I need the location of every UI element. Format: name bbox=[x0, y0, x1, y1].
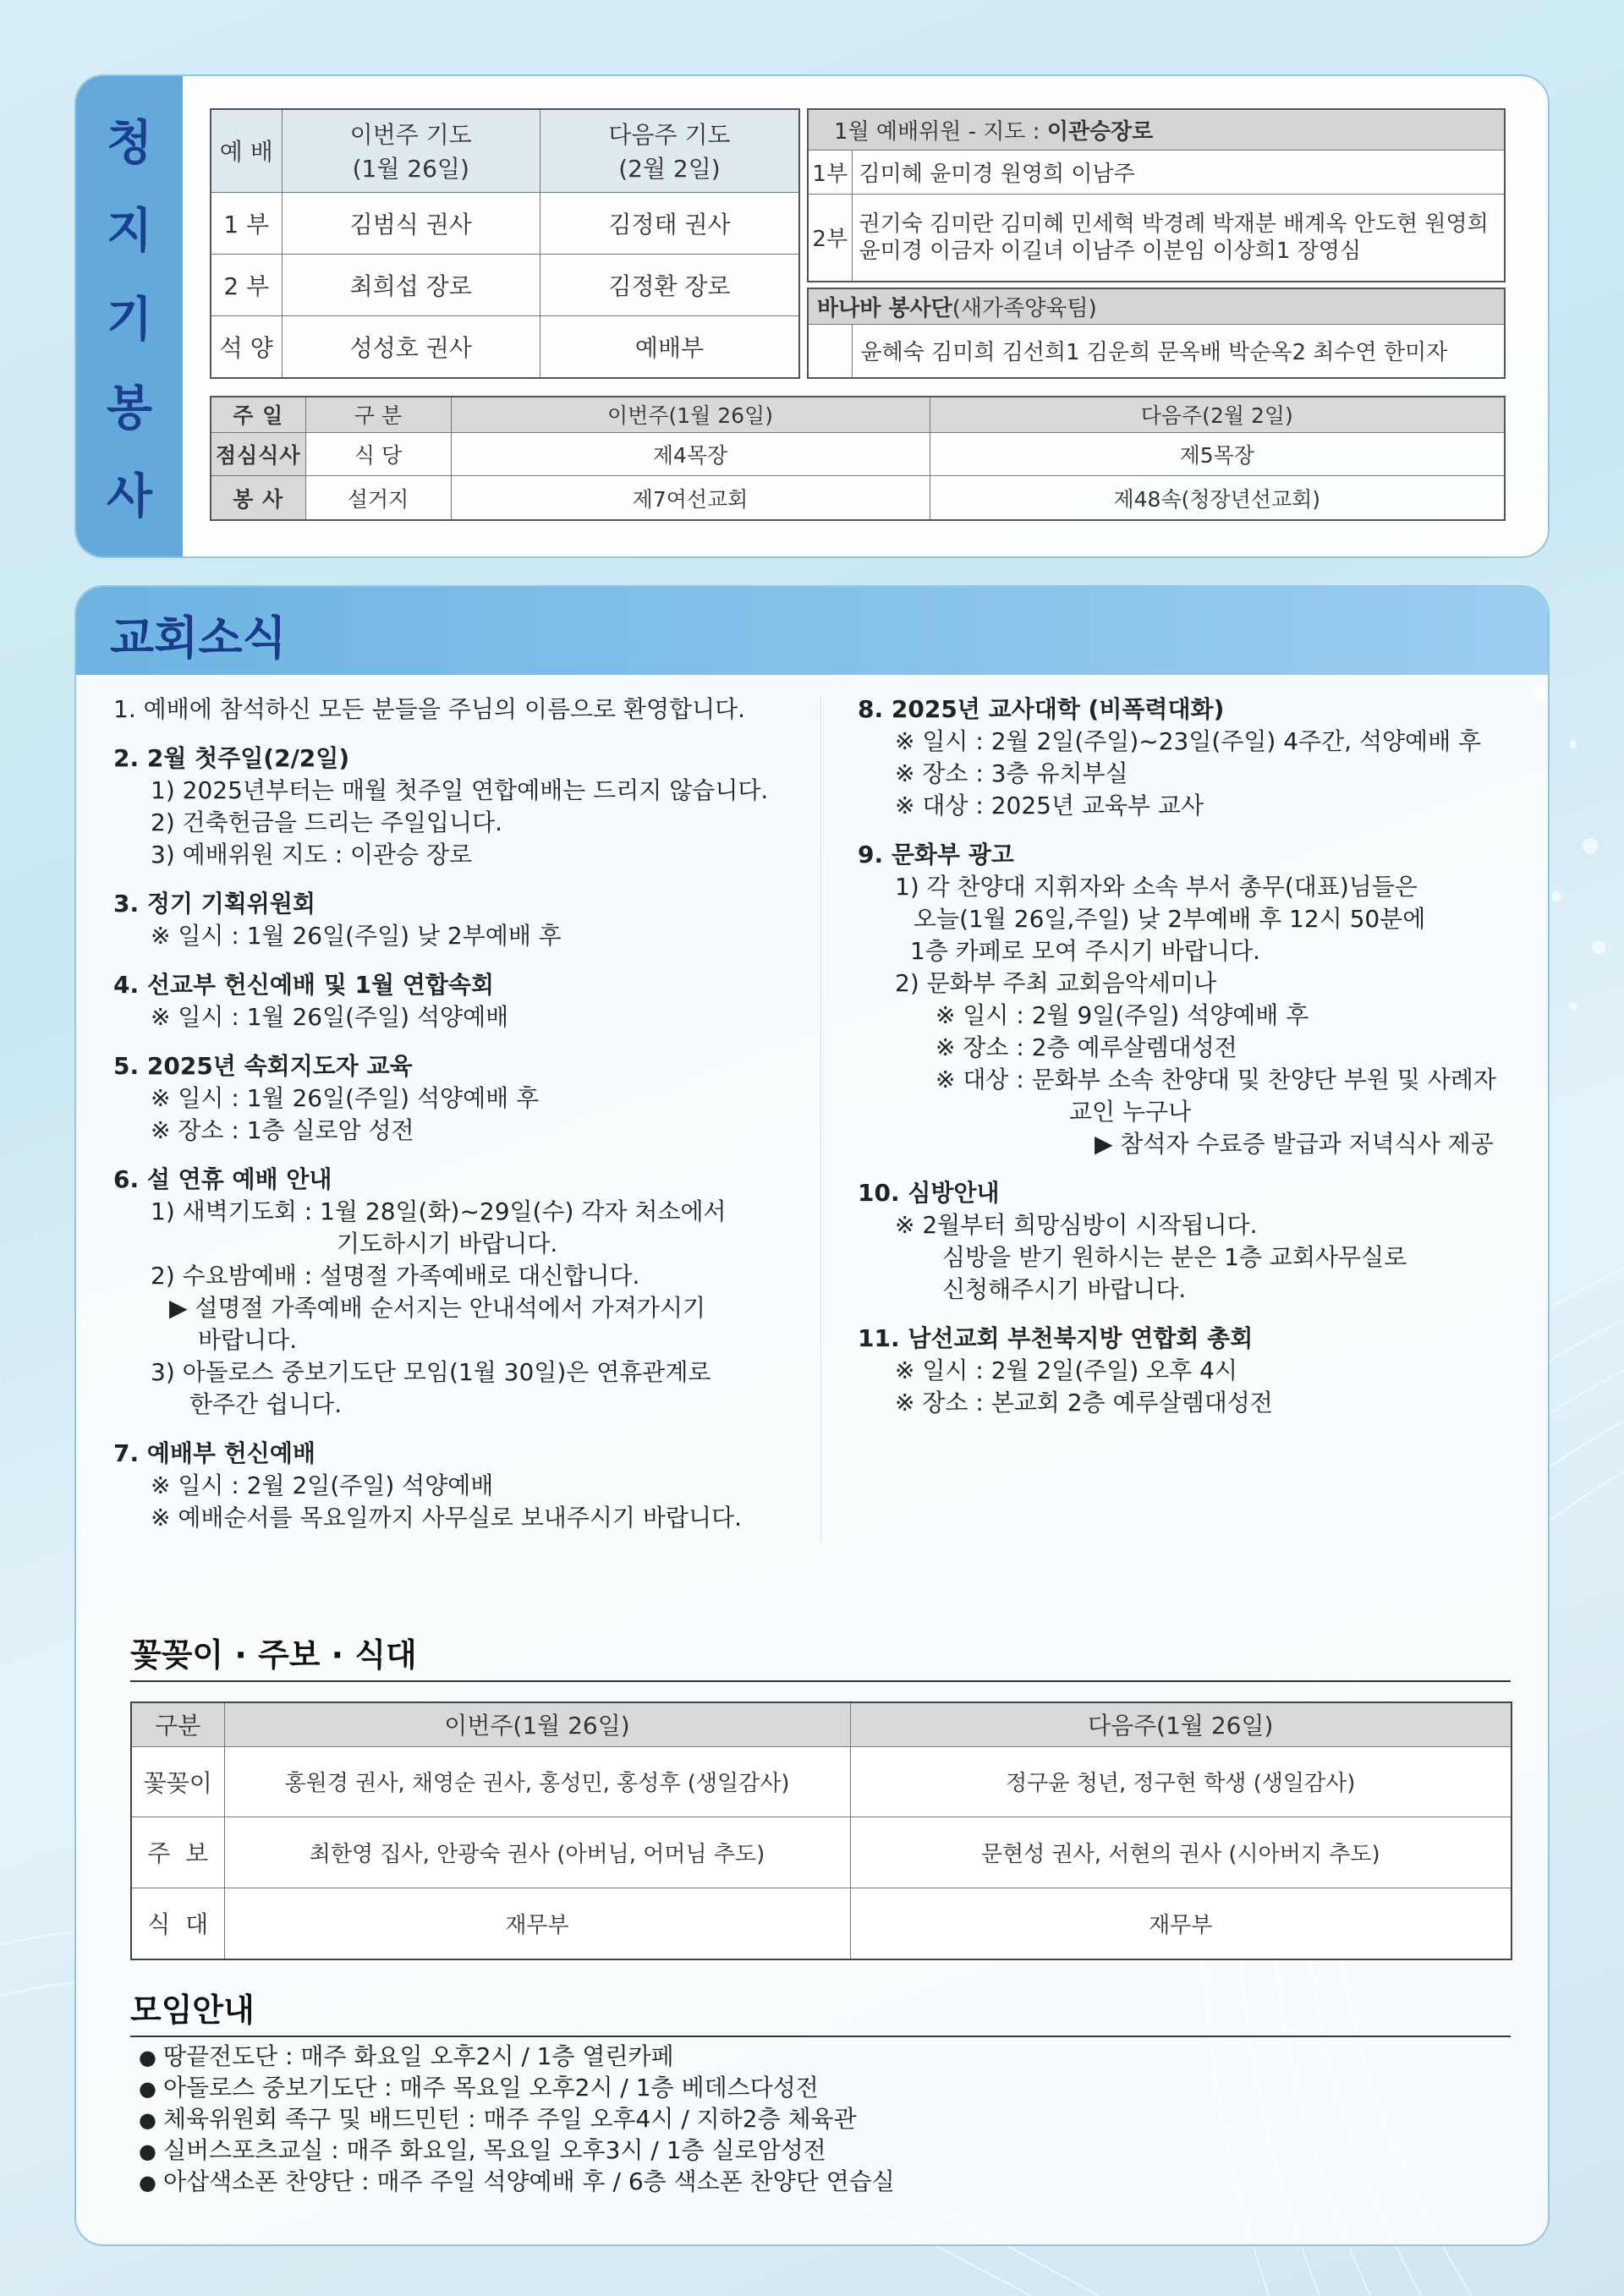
prayer-cell: 김정태 권사 bbox=[540, 192, 799, 254]
news-item-line: 바랍니다. bbox=[198, 1326, 298, 1354]
lunch-cell: 제7여선교회 bbox=[451, 476, 930, 520]
flower-header: 구분 bbox=[131, 1702, 224, 1746]
news-item-title: 4. 선교부 헌신예배 및 1월 연합속회 bbox=[113, 971, 494, 999]
news-item bbox=[113, 693, 824, 726]
flower-row-label: 주 보 bbox=[131, 1817, 224, 1888]
news-item-title: 8. 2025년 교사대학 (비폭력대화) bbox=[858, 695, 1225, 723]
news-item-line: 3) 아돌로스 중보기도단 모임(1월 30일)은 연휴관계로 bbox=[151, 1358, 711, 1386]
news-item bbox=[113, 888, 824, 952]
news-item-line: 교인 누구나 bbox=[1069, 1098, 1192, 1126]
news-item bbox=[113, 1164, 824, 1421]
flower-row-label: 식 대 bbox=[131, 1888, 224, 1959]
news-item-line: 3) 예배위원 지도 : 이관승 장로 bbox=[151, 841, 473, 869]
side-title-char: 기 bbox=[106, 292, 153, 348]
news-item bbox=[858, 1323, 1550, 1419]
news-item-line: 오늘(1월 26일,주일) 낮 2부예배 후 12시 50분에 bbox=[914, 905, 1426, 933]
news-item-line: 신청해주시기 바랍니다. bbox=[942, 1275, 1187, 1303]
worship-part-label: 2부 bbox=[808, 194, 852, 282]
lunch-header: 이번주(1월 26일) bbox=[451, 397, 930, 432]
news-item-line: ※ 일시 : 1월 26일(주일) 석양예배 bbox=[151, 1003, 509, 1031]
news-item bbox=[113, 1438, 824, 1534]
news-item-line: ※ 2월부터 희망심방이 시작됩니다. bbox=[895, 1211, 1258, 1239]
news-item-line: ※ 장소 : 1층 실로암 성전 bbox=[151, 1116, 414, 1144]
church-news-panel bbox=[74, 585, 1550, 2246]
flower-cell: 재무부 bbox=[850, 1888, 1512, 1959]
barnabas-label-empty bbox=[808, 324, 852, 378]
news-item-line: 1층 카페로 모여 주시기 바랍니다. bbox=[910, 937, 1260, 965]
prayer-table bbox=[210, 108, 800, 379]
side-title-bar bbox=[76, 76, 183, 556]
prayer-cell: 김정환 장로 bbox=[540, 254, 799, 315]
lunch-cell: 설거지 bbox=[305, 476, 451, 520]
worship-part-label: 1부 bbox=[808, 150, 852, 194]
news-item-line: 2) 건축헌금을 드리는 주일입니다. bbox=[151, 808, 502, 836]
flower-section-title: 꽃꽂이 · 주보 · 식대 bbox=[130, 1629, 1511, 1682]
prayer-cell: 석 양 bbox=[211, 315, 282, 378]
meeting-item: ● 실버스포츠교실 : 매주 화요일, 목요일 오후3시 / 1층 실로암성전 bbox=[139, 2135, 895, 2167]
prayer-cell: 1 부 bbox=[211, 192, 282, 254]
news-item-line: ※ 일시 : 1월 26일(주일) 낮 2부예배 후 bbox=[151, 922, 562, 950]
meeting-item: ● 아삽색소폰 찬양단 : 매주 주일 석양예배 후 / 6층 색소폰 찬양단 연습실 bbox=[139, 2167, 895, 2198]
news-item-line: ※ 일시 : 2월 2일(주일) 석양예배 bbox=[151, 1471, 494, 1499]
volunteer-panel bbox=[74, 74, 1550, 558]
news-right-column bbox=[858, 693, 1550, 1436]
lunch-header: 다음주(2월 2일) bbox=[930, 397, 1505, 432]
news-item bbox=[858, 693, 1550, 822]
prayer-header: 예 배 bbox=[211, 109, 282, 192]
news-title: 교회소식 bbox=[110, 611, 287, 665]
prayer-cell: 김범식 권사 bbox=[282, 192, 540, 254]
news-item bbox=[113, 969, 824, 1033]
prayer-header: 다음주 기도 (2월 2일) bbox=[540, 109, 799, 192]
prayer-cell: 성성호 권사 bbox=[282, 315, 540, 378]
flower-row-label: 꽃꽂이 bbox=[131, 1746, 224, 1817]
news-item-line: ※ 장소 : 2층 예루살렘대성전 bbox=[935, 1033, 1237, 1061]
prayer-header: 이번주 기도 (1월 26일) bbox=[282, 109, 540, 192]
lunch-side-label: 봉 사 bbox=[211, 476, 305, 520]
barnabas-table bbox=[807, 288, 1506, 379]
flower-cell: 정구윤 청년, 정구현 학생 (생일감사) bbox=[850, 1746, 1512, 1817]
news-item-line: ※ 일시 : 1월 26일(주일) 석양예배 후 bbox=[151, 1084, 540, 1112]
worship-part-names: 김미혜 윤미경 원영희 이남주 bbox=[852, 150, 1505, 194]
news-item-title: 3. 정기 기획위원회 bbox=[113, 890, 315, 918]
meetings-list bbox=[139, 2041, 895, 2198]
news-item-line: ※ 장소 : 본교회 2층 예루살렘대성전 bbox=[895, 1389, 1273, 1417]
prayer-cell: 최희섭 장로 bbox=[282, 254, 540, 315]
news-item bbox=[858, 839, 1550, 1160]
lunch-cell: 제4목장 bbox=[451, 432, 930, 476]
news-item-title: 2. 2월 첫주일(2/2일) bbox=[113, 744, 350, 772]
news-item bbox=[113, 1050, 824, 1147]
news-item bbox=[858, 1177, 1550, 1306]
prayer-cell: 예배부 bbox=[540, 315, 799, 378]
flower-header: 이번주(1월 26일) bbox=[224, 1702, 850, 1746]
meeting-item: ● 체육위원회 족구 및 배드민턴 : 매주 주일 오후4시 / 지하2층 체육관 bbox=[139, 2104, 895, 2135]
worship-committee-header: 1월 예배위원 - 지도 : 이관승장로 bbox=[808, 109, 1505, 150]
meeting-item: ● 아돌로스 중보기도단 : 매주 목요일 오후2시 / 1층 베데스다성전 bbox=[139, 2073, 895, 2104]
meetings-section-title: 모임안내 bbox=[130, 1984, 1511, 2037]
flower-bulletin-meal-table bbox=[130, 1701, 1512, 1960]
news-item-title: 9. 문화부 광고 bbox=[858, 841, 1014, 869]
news-item-title: 1. 예배에 참석하신 모든 분들을 주님의 이름으로 환영합니다. bbox=[113, 695, 746, 723]
news-item-title: 7. 예배부 헌신예배 bbox=[113, 1439, 315, 1467]
side-title-char: 청 bbox=[106, 115, 153, 171]
news-item-line: ※ 장소 : 3층 유치부실 bbox=[895, 759, 1128, 787]
flower-header: 다음주(1월 26일) bbox=[850, 1702, 1512, 1746]
news-item-line: 1) 각 찬양대 지휘자와 소속 부서 총무(대표)님들은 bbox=[895, 873, 1418, 901]
news-item-title: 11. 남선교회 부천북지방 연합회 총회 bbox=[858, 1324, 1254, 1352]
worship-part-names: 권기숙 김미란 김미혜 민세혁 박경례 박재분 배계옥 안도현 원영희 윤미경 이금자 이길녀 이남주 이분임 이상희1 장영심 bbox=[852, 194, 1505, 282]
side-title-char: 지 bbox=[106, 204, 153, 260]
meeting-item: ● 땅끝전도단 : 매주 화요일 오후2시 / 1층 열린카페 bbox=[139, 2041, 895, 2073]
news-item-line: 한주간 쉽니다. bbox=[189, 1390, 343, 1418]
lunch-cell: 제5목장 bbox=[930, 432, 1505, 476]
barnabas-header: 바나바 봉사단(새가족양육팀) bbox=[808, 288, 1505, 324]
news-item-line: 기도하시기 바랍니다. bbox=[337, 1230, 558, 1258]
news-item-title: 10. 심방안내 bbox=[858, 1179, 1000, 1207]
news-left-column bbox=[113, 693, 824, 1551]
side-title-char: 사 bbox=[106, 469, 153, 525]
lunch-service-table bbox=[210, 396, 1506, 521]
news-item-line: ※ 일시 : 2월 9일(주일) 석양예배 후 bbox=[935, 1001, 1309, 1029]
lunch-cell: 식 당 bbox=[305, 432, 451, 476]
prayer-cell: 2 부 bbox=[211, 254, 282, 315]
news-item-line: 1) 2025년부터는 매월 첫주일 연합예배는 드리지 않습니다. bbox=[151, 776, 769, 804]
news-item-line: 2) 문화부 주최 교회음악세미나 bbox=[895, 969, 1217, 997]
news-header-band bbox=[76, 587, 1548, 675]
flower-cell: 최한영 집사, 안광숙 권사 (아버님, 어머님 추도) bbox=[224, 1817, 850, 1888]
barnabas-names: 윤혜숙 김미희 김선희1 김운희 문옥배 박순옥2 최수연 한미자 bbox=[852, 324, 1505, 378]
news-item-line: ▶ 설명절 가족예배 순서지는 안내석에서 가져가시기 bbox=[169, 1294, 706, 1322]
flower-cell: 홍원경 권사, 채영순 권사, 홍성민, 홍성후 (생일감사) bbox=[224, 1746, 850, 1817]
lunch-header: 구 분 bbox=[305, 397, 451, 432]
news-item-line: 심방을 받기 원하시는 분은 1층 교회사무실로 bbox=[942, 1243, 1407, 1271]
news-item-title: 5. 2025년 속회지도자 교육 bbox=[113, 1052, 413, 1080]
side-title-char: 봉 bbox=[106, 381, 153, 436]
news-item-line: ※ 대상 : 문화부 소속 찬양대 및 찬양단 부원 및 사례자 bbox=[935, 1066, 1496, 1093]
lunch-cell: 제48속(청장년선교회) bbox=[930, 476, 1505, 520]
news-item-title: 6. 설 연휴 예배 안내 bbox=[113, 1165, 332, 1193]
flower-cell: 재무부 bbox=[224, 1888, 850, 1959]
news-item-line: ※ 일시 : 2월 2일(주일)~23일(주일) 4주간, 석양예배 후 bbox=[895, 727, 1482, 755]
lunch-side-label: 주 일 bbox=[211, 397, 305, 432]
news-item-line: ▶ 참석자 수료증 발급과 저녁식사 제공 bbox=[1095, 1130, 1494, 1158]
news-item-line: ※ 예배순서를 목요일까지 사무실로 보내주시기 바랍니다. bbox=[151, 1504, 742, 1532]
news-item bbox=[113, 743, 824, 871]
news-item-line: 2) 수요밤예배 : 설명절 가족예배로 대신합니다. bbox=[151, 1262, 640, 1290]
news-item-line: ※ 대상 : 2025년 교육부 교사 bbox=[895, 792, 1204, 819]
lunch-side-label: 점심식사 bbox=[211, 432, 305, 476]
news-item-line: ※ 일시 : 2월 2일(주일) 오후 4시 bbox=[895, 1356, 1238, 1384]
news-item-line: 1) 새벽기도회 : 1월 28일(화)~29일(수) 각자 처소에서 bbox=[151, 1197, 727, 1225]
worship-committee-table bbox=[807, 108, 1506, 282]
flower-cell: 문현성 권사, 서현의 권사 (시아버지 추도) bbox=[850, 1817, 1512, 1888]
